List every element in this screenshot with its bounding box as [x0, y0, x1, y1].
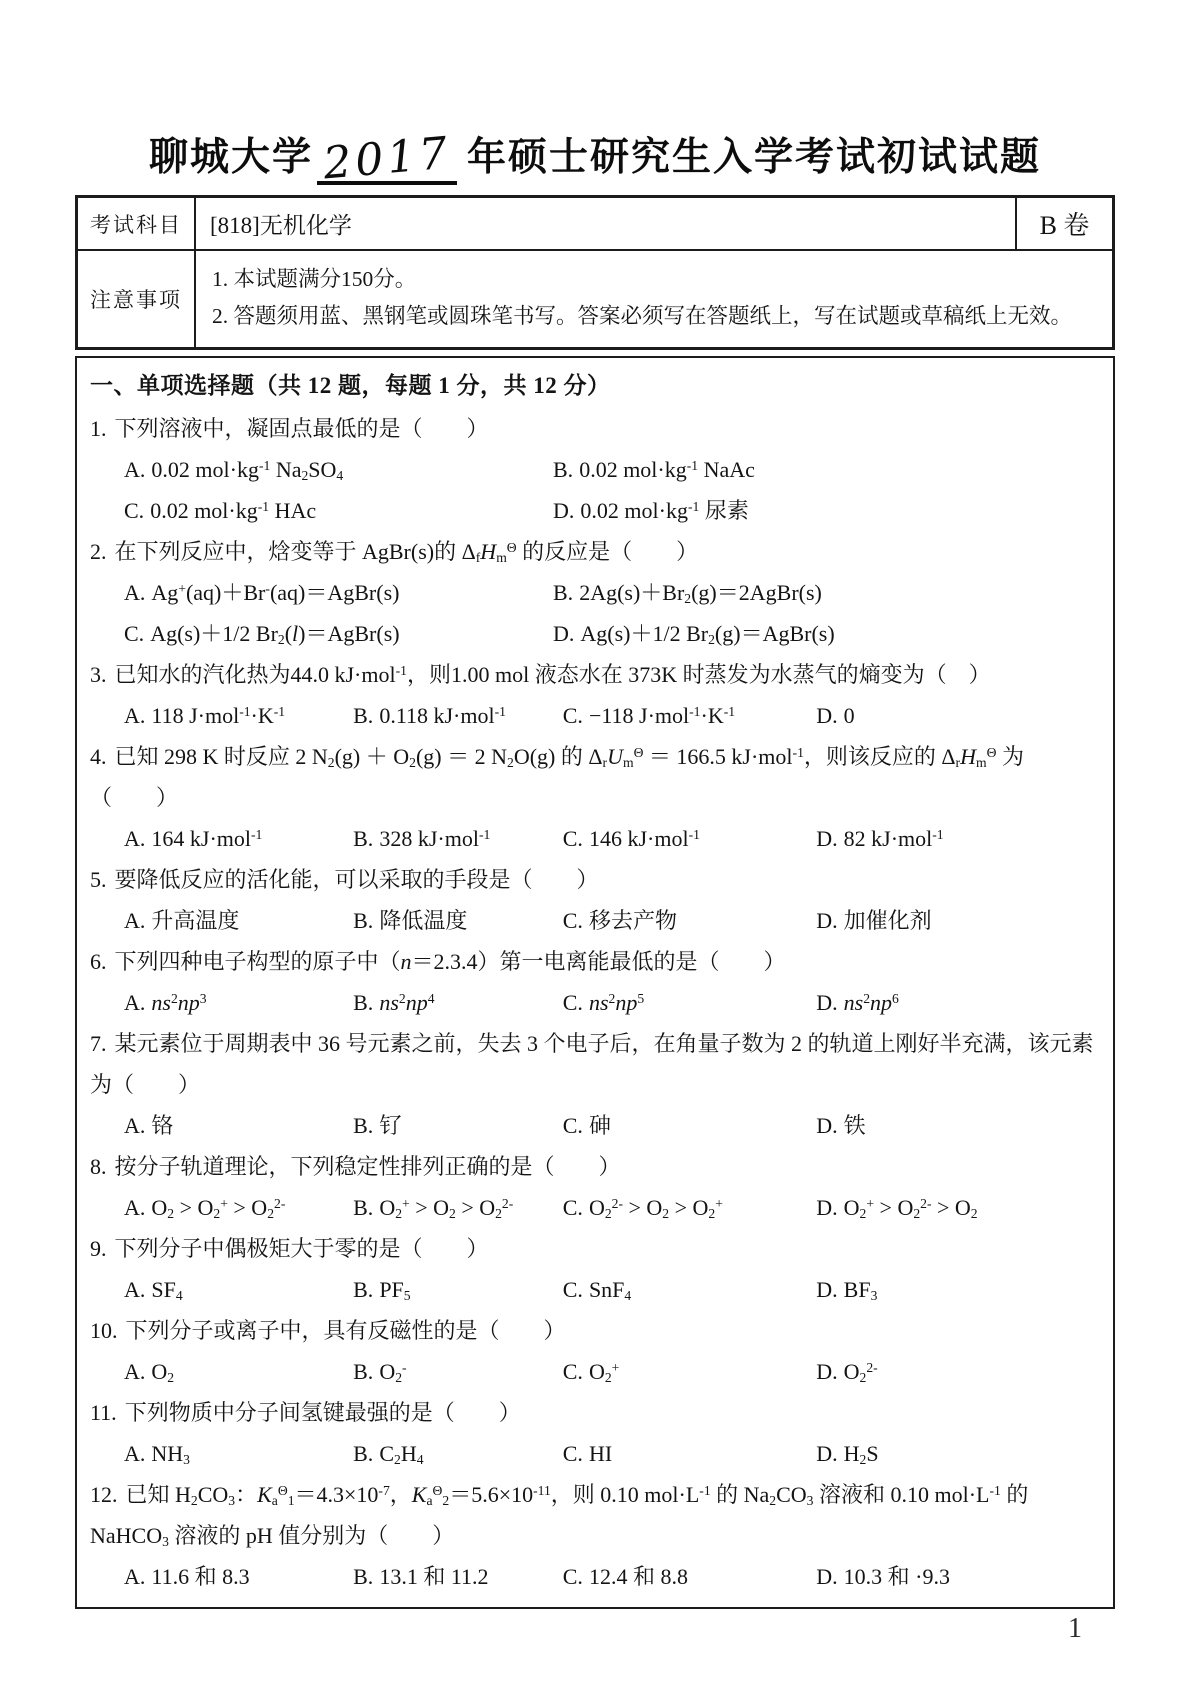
option-label: B. — [553, 580, 574, 605]
option-label: C. — [562, 990, 583, 1015]
question-6-options — [90, 982, 1099, 1023]
option-label: B. — [353, 908, 374, 933]
question-3-number: 3. — [90, 662, 107, 687]
option-label: A. — [124, 580, 146, 605]
title-suffix: 年硕士研究生入学考试初试试题 — [467, 136, 1042, 179]
option-label: C. — [124, 498, 145, 523]
question-8-number: 8. — [90, 1154, 107, 1179]
question-8-option-D: D. $O_2^+ > O_2^{2-} > O_2$ — [816, 1195, 978, 1221]
question-9-option-A: A. $SF_4$ — [124, 1277, 183, 1303]
question-10-option-D: D. $O_2^{2-}$ — [816, 1359, 878, 1385]
question-9-text: 9. 下列分子中偶极矩大于零的是（ ） — [90, 1236, 489, 1261]
info-table-row-subject — [78, 198, 1112, 251]
option-label: A. — [124, 1441, 146, 1466]
notes-label: 注意事项 — [78, 251, 196, 347]
question-4-number: 4. — [90, 744, 107, 769]
option-label: A. — [124, 457, 146, 482]
question-7-option-B: B. 钌 — [353, 1113, 402, 1138]
option-label: C. — [562, 1277, 583, 1302]
option-label: A. — [124, 826, 146, 851]
question-3-option-D: D. 0 — [816, 703, 855, 728]
question-1-option-B: B. 0.02 $mol\cdot kg^{-1}$ NaAc — [553, 457, 755, 482]
question-4-options — [90, 818, 1099, 859]
question-7-number: 7. — [90, 1031, 107, 1056]
option-label: C. — [562, 1113, 583, 1138]
question-12-option-B: B. 13.1 和 11.2 — [353, 1564, 489, 1589]
question-6-option-D: D. $ns^2np^6$ — [816, 990, 899, 1015]
questions-list — [90, 408, 1099, 1597]
question-2-options — [90, 572, 1099, 654]
question-9 — [90, 1228, 1099, 1310]
question-6-option-B: B. $ns^2np^4$ — [353, 990, 435, 1015]
question-7-text: 7. 某元素位于周期表中 36 号元素之前，失去 3 个电子后，在角量子数为 2 的轨道上刚好半充满，该元素为（ ） — [90, 1031, 1094, 1097]
question-10-options — [90, 1351, 1099, 1392]
question-3-options — [90, 695, 1099, 736]
notes-content — [196, 251, 1112, 347]
page-title — [0, 0, 1190, 190]
question-11-option-D: D. $H_2S$ — [816, 1441, 879, 1467]
question-4-text: 4. 已知 298 K 时反应 2 $N_2(g) + O_2(g) = 2$ $N_2O(g)$ 的 $\Delta_rU_m^\Theta = 166.5$ kJ·mol$^{-1}$，则该反应的 $\Delta_rH_m^\Theta$ 为（ ） — [90, 744, 1024, 810]
question-12-option-C: C. 12.4 和 8.8 — [562, 1564, 688, 1589]
title-year-handwritten: 2017 — [321, 127, 454, 190]
question-5-option-C: C. 移去产物 — [562, 908, 677, 933]
question-11-text: 11. 下列物质中分子间氢键最强的是（ ） — [90, 1400, 521, 1425]
question-2-option-A: A. Ag+(aq)＋Br-(aq)＝AgBr(s) — [124, 580, 400, 605]
question-6-option-A: A. $ns^2np^3$ — [124, 990, 207, 1015]
question-1-number: 1. — [90, 416, 107, 441]
question-6-number: 6. — [90, 949, 107, 974]
option-label: C. — [562, 1359, 583, 1384]
exam-info-table — [75, 195, 1115, 350]
page-number: 1 — [1068, 1613, 1082, 1644]
option-label: B. — [353, 1359, 374, 1384]
question-10-option-A: A. $O_2$ — [124, 1359, 175, 1385]
option-label: D. — [816, 1564, 838, 1589]
question-1-text: 1. 下列溶液中，凝固点最低的是（ ） — [90, 416, 489, 441]
option-label: C. — [562, 1441, 583, 1466]
option-label: C. — [124, 621, 145, 646]
option-label: B. — [553, 457, 574, 482]
question-2-option-B: B. $2Ag(s)+Br_2(g)=2AgBr(s)$ — [553, 580, 822, 606]
question-3-option-C: C. −118 $J\cdot mol^{-1}\cdot K^{-1}$ — [562, 703, 736, 728]
question-11-number: 11. — [90, 1400, 117, 1425]
option-label: C. — [562, 826, 583, 851]
question-11-options — [90, 1433, 1099, 1474]
option-label: D. — [816, 990, 838, 1015]
option-label: A. — [124, 990, 146, 1015]
option-label: A. — [124, 1195, 146, 1220]
title-prefix: 聊城大学 — [148, 136, 313, 179]
question-12-option-A: A. 11.6 和 8.3 — [124, 1564, 250, 1589]
question-8-option-B: B. $O_2^+ > O_2 > O_2^{2-}$ — [353, 1195, 514, 1221]
question-4-option-C: C. 146 kJ·mol$^{-1}$ — [562, 826, 700, 851]
question-2 — [90, 531, 1099, 654]
note-line-1: 1. 本试题满分150分。 — [212, 267, 417, 291]
option-label: D. — [816, 1277, 838, 1302]
option-label: B. — [353, 1277, 374, 1302]
question-12-number: 12. — [90, 1482, 118, 1507]
option-label: C. — [562, 1195, 583, 1220]
question-5-option-A: A. 升高温度 — [124, 908, 240, 933]
option-label: A. — [124, 1564, 146, 1589]
question-12-options — [90, 1556, 1099, 1597]
option-label: D. — [816, 1195, 838, 1220]
paper-code-badge: B 卷 — [1015, 198, 1112, 249]
question-2-option-C: C. Ag(s)＋1/2 $Br_2(l)=AgBr(s)$ — [124, 621, 400, 647]
option-label: D. — [816, 908, 838, 933]
subject-label: 考试科目 — [78, 198, 196, 249]
question-9-options — [90, 1269, 1099, 1310]
question-2-number: 2. — [90, 539, 107, 564]
option-label: D. — [816, 1113, 838, 1138]
option-label: B. — [353, 1564, 374, 1589]
question-6-text: 6. 下列四种电子构型的原子中（n＝2.3.4）第一电离能最低的是（ ） — [90, 949, 786, 974]
question-11-option-B: B. $C_2H_4$ — [353, 1441, 424, 1467]
question-8-option-C: C. $O_2^{2-} > O_2 > O_2^+$ — [562, 1195, 723, 1221]
question-7-option-A: A. 铬 — [124, 1113, 174, 1138]
option-label: C. — [562, 1564, 583, 1589]
question-12 — [90, 1474, 1099, 1597]
question-1-option-A: A. 0.02 $mol\cdot kg^{-1}$ $Na_2SO_4$ — [124, 457, 344, 483]
question-7-option-C: C. 砷 — [562, 1113, 611, 1138]
question-7 — [90, 1023, 1099, 1146]
option-label: B. — [353, 1441, 374, 1466]
question-10-option-B: B. $O_2^-$ — [353, 1359, 407, 1385]
question-4-option-A: A. 164 kJ·mol$^{-1}$ — [124, 826, 263, 851]
question-8-text: 8. 按分子轨道理论，下列稳定性排列正确的是（ ） — [90, 1154, 621, 1179]
question-10-option-C: C. $O_2^+$ — [562, 1359, 620, 1385]
question-10 — [90, 1310, 1099, 1392]
option-label: B. — [353, 826, 374, 851]
question-7-option-D: D. 铁 — [816, 1113, 866, 1138]
question-1 — [90, 408, 1099, 531]
question-5-option-B: B. 降低温度 — [353, 908, 468, 933]
title-year-blank — [317, 127, 457, 190]
question-5-number: 5. — [90, 867, 107, 892]
question-12-text: 12. 已知 $H_2CO_3$：$K_a^\Theta_1=4.3\times 10^{-7}$，$K_a^\Theta_2=5.6\times 10^{-11}$，则 0.10 $mol\cdot L^{-1}$ 的 $Na_2CO_3$ 溶液和 0.10 $mol\cdot L^{-1}$ 的 NaHCO$_3$ 溶液的 pH 值分别为（ ） — [90, 1482, 1029, 1549]
question-2-text: 2. 在下列反应中，焓变等于 AgBr(s)的 $\Delta_fH_m^\Theta$ 的反应是（ ） — [90, 539, 699, 565]
option-label: B. — [353, 703, 374, 728]
question-5 — [90, 859, 1099, 941]
option-label: B. — [353, 1113, 374, 1138]
info-table-row-notes — [78, 251, 1112, 347]
note-line-2: 2. 答题须用蓝、黑钢笔或圆珠笔书写。答案必须写在答题纸上，写在试题或草稿纸上无效。 — [212, 304, 1073, 328]
question-8 — [90, 1146, 1099, 1228]
option-label: D. — [553, 621, 575, 646]
option-label: D. — [816, 1441, 838, 1466]
option-label: B. — [353, 1195, 374, 1220]
question-4-option-B: B. 328 kJ·mol$^{-1}$ — [353, 826, 491, 851]
option-label: A. — [124, 1359, 146, 1384]
question-5-option-D: D. 加催化剂 — [816, 908, 932, 933]
option-label: C. — [562, 908, 583, 933]
question-9-number: 9. — [90, 1236, 107, 1261]
question-3 — [90, 654, 1099, 736]
option-label: D. — [816, 703, 838, 728]
question-6 — [90, 941, 1099, 1023]
question-4-option-D: D. 82 kJ·mol$^{-1}$ — [816, 826, 944, 851]
question-12-option-D: D. 10.3 和 ·9.3 — [816, 1564, 950, 1589]
question-5-text: 5. 要降低反应的活化能，可以采取的手段是（ ） — [90, 867, 599, 892]
question-3-text: 3. 已知水的汽化热为44.0 kJ·mol$^{-1}$，则1.00 mol 液态水在 373K 时蒸发为水蒸气的熵变为（ ） — [90, 662, 991, 687]
question-6-option-C: C. $ns^2np^5$ — [562, 990, 645, 1015]
option-label: A. — [124, 1277, 146, 1302]
question-3-option-B: B. 0.118 kJ·mol$^{-1}$ — [353, 703, 506, 728]
question-10-text: 10. 下列分子或离子中，具有反磁性的是（ ） — [90, 1318, 566, 1343]
question-10-number: 10. — [90, 1318, 118, 1343]
question-1-options — [90, 449, 1099, 531]
subject-value: [818]无机化学 — [210, 213, 352, 238]
question-4 — [90, 736, 1099, 859]
question-9-option-D: D. $BF_3$ — [816, 1277, 878, 1303]
question-8-option-A: A. $O_2 > O_2^+ > O_2^{2-}$ — [124, 1195, 286, 1221]
question-5-options — [90, 900, 1099, 941]
question-1-option-D: D. 0.02 $mol\cdot kg^{-1}$ 尿素 — [553, 498, 749, 523]
option-label: C. — [562, 703, 583, 728]
option-label: A. — [124, 703, 146, 728]
questions-box — [75, 356, 1115, 1609]
question-7-options — [90, 1105, 1099, 1146]
option-label: A. — [124, 908, 146, 933]
question-8-options — [90, 1187, 1099, 1228]
option-label: D. — [553, 498, 575, 523]
question-11-option-A: A. $NH_3$ — [124, 1441, 190, 1467]
option-label: D. — [816, 826, 838, 851]
question-9-option-B: B. $PF_5$ — [353, 1277, 411, 1303]
option-label: D. — [816, 1359, 838, 1384]
option-label: A. — [124, 1113, 146, 1138]
question-3-option-A: A. 118 $J\cdot mol^{-1}\cdot K^{-1}$ — [124, 703, 286, 728]
section-heading: 一、单项选择题（共 12 题，每题 1 分，共 12 分） — [90, 373, 611, 398]
question-11-option-C: C. HI — [562, 1441, 613, 1466]
question-1-option-C: C. 0.02 $mol\cdot kg^{-1}$ HAc — [124, 498, 317, 523]
question-9-option-C: C. SnF$_4$ — [562, 1277, 632, 1303]
option-label: B. — [353, 990, 374, 1015]
question-2-option-D: D. Ag(s)＋1/2 $Br_2(g)=AgBr(s)$ — [553, 621, 835, 647]
question-11 — [90, 1392, 1099, 1474]
